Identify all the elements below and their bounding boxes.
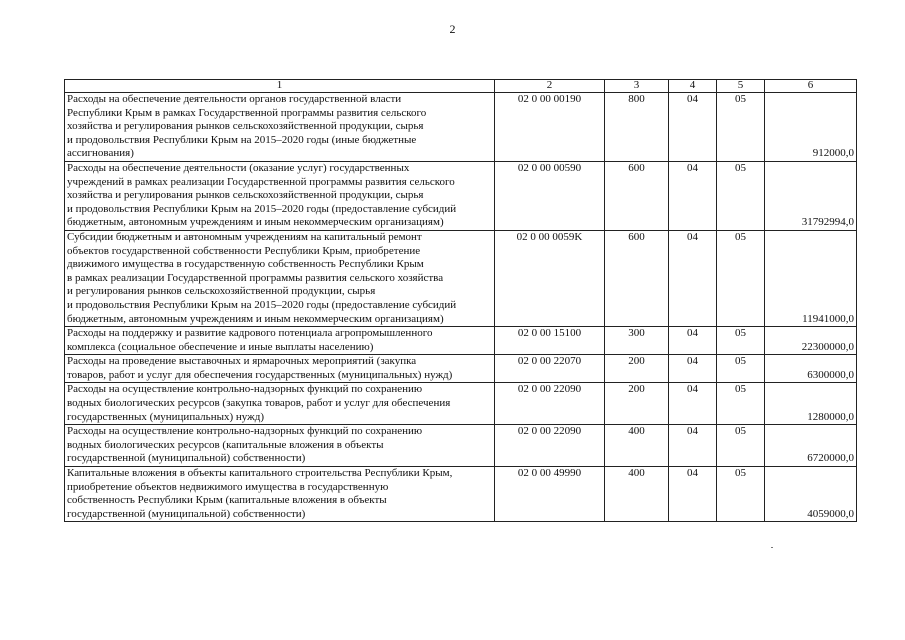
section-code: 04 <box>669 93 717 162</box>
expense-description <box>65 93 495 162</box>
description-line: Расходы на проведение выставочных и ярмарочных мероприятий (закупка <box>67 355 417 368</box>
column-header: 2 <box>495 80 605 93</box>
section-code: 04 <box>669 467 717 522</box>
description-line: комплекса (социальное обеспечение и иные выплаты населению) <box>67 340 374 353</box>
section-code: 04 <box>669 230 717 326</box>
table-row <box>65 467 857 522</box>
expense-type-code: 200 <box>605 383 669 425</box>
expense-type-code: 600 <box>605 230 669 326</box>
description-line: бюджетным, автономным учреждениям и иным некоммерческим организациям) <box>67 216 444 229</box>
description-line: Субсидии бюджетным и автономным учреждениям на капитальный ремонт <box>67 230 422 243</box>
column-header: 5 <box>717 80 765 93</box>
description-line: государственной (муниципальной) собственности) <box>67 507 306 520</box>
description-line: Республики Крым в рамках Государственной программы развития сельского <box>67 106 427 119</box>
subsection-code: 05 <box>717 161 765 230</box>
amount-value: 912000,0 <box>765 93 857 162</box>
column-header: 4 <box>669 80 717 93</box>
subsection-code: 05 <box>717 383 765 425</box>
column-header: 3 <box>605 80 669 93</box>
description-line: хозяйства и регулирования рынков сельскохозяйственной продукции, сырья <box>67 120 424 133</box>
section-code: 04 <box>669 425 717 467</box>
target-article-code: 02 0 00 00590 <box>495 161 605 230</box>
target-article-code: 02 0 00 22090 <box>495 425 605 467</box>
amount-value: 31792994,0 <box>765 161 857 230</box>
expense-description <box>65 230 495 326</box>
description-line: Расходы на осуществление контрольно-надзорных функций по сохранению <box>67 383 423 396</box>
description-line: бюджетным, автономным учреждениям и иным некоммерческим организациям) <box>67 312 444 325</box>
amount-value: 6720000,0 <box>765 425 857 467</box>
table-row <box>65 327 857 355</box>
section-code: 04 <box>669 161 717 230</box>
column-header: 6 <box>765 80 857 93</box>
table-row <box>65 93 857 162</box>
description-line: Капитальные вложения в объекты капитального строительства Республики Крым, <box>67 467 453 480</box>
description-line: товаров, работ и услуг для обеспечения государственных (муниципальных) нужд) <box>67 368 453 381</box>
description-line: и продовольствия Республики Крым на 2015–2020 годы (иные бюджетные <box>67 133 417 146</box>
subsection-code: 05 <box>717 355 765 383</box>
expense-description <box>65 467 495 522</box>
subsection-code: 05 <box>717 327 765 355</box>
section-code: 04 <box>669 383 717 425</box>
budget-table <box>64 79 857 522</box>
expense-description <box>65 425 495 467</box>
expense-description <box>65 327 495 355</box>
target-article-code: 02 0 00 22070 <box>495 355 605 383</box>
section-code: 04 <box>669 327 717 355</box>
target-article-code: 02 0 00 15100 <box>495 327 605 355</box>
subsection-code: 05 <box>717 93 765 162</box>
subsection-code: 05 <box>717 467 765 522</box>
description-line: и продовольствия Республики Крым на 2015–2020 годы (предоставление субсидий <box>67 202 457 215</box>
description-line: Расходы на поддержку и развитие кадрового потенциала агропромышленного <box>67 327 433 340</box>
description-line: государственной (муниципальной) собственности) <box>67 452 306 465</box>
target-article-code: 02 0 00 49990 <box>495 467 605 522</box>
expense-type-code: 800 <box>605 93 669 162</box>
expense-description <box>65 161 495 230</box>
description-line: ассигнования) <box>67 147 134 160</box>
description-line: водных биологических ресурсов (закупка товаров, работ и услуг для обеспечения <box>67 397 451 410</box>
description-line: учреждений в рамках реализации Государственной программы развития сельского <box>67 175 455 188</box>
amount-value: 6300000,0 <box>765 355 857 383</box>
description-line: движимого имущества в государственную собственность Республики Крым <box>67 258 424 271</box>
description-line: приобретение объектов недвижимого имущества в государственную <box>67 480 389 493</box>
description-line: Расходы на обеспечение деятельности (оказание услуг) государственных <box>67 161 410 174</box>
table-row <box>65 355 857 383</box>
table-row <box>65 161 857 230</box>
subsection-code: 05 <box>717 425 765 467</box>
description-line: хозяйства и регулирования рынков сельскохозяйственной продукции, сырья <box>67 189 424 202</box>
scan-speck <box>771 547 773 548</box>
table-row <box>65 425 857 467</box>
table-row <box>65 230 857 326</box>
section-code: 04 <box>669 355 717 383</box>
description-line: объектов государственной собственности Республики Крым, приобретение <box>67 244 421 257</box>
description-line: государственных (муниципальных) нужд) <box>67 410 264 423</box>
target-article-code: 02 0 00 22090 <box>495 383 605 425</box>
target-article-code: 02 0 00 00190 <box>495 93 605 162</box>
expense-type-code: 400 <box>605 467 669 522</box>
description-line: Расходы на осуществление контрольно-надзорных функций по сохранению <box>67 425 423 438</box>
page-number: 2 <box>449 22 456 36</box>
table-row <box>65 383 857 425</box>
description-line: Расходы на обеспечение деятельности органов государственной власти <box>67 93 402 105</box>
description-line: и продовольствия Республики Крым на 2015–2020 годы (предоставление субсидий <box>67 298 457 311</box>
column-header: 1 <box>65 80 495 93</box>
header-row <box>65 80 857 93</box>
description-line: водных биологических ресурсов (капитальные вложения в объекты <box>67 438 384 451</box>
expense-description <box>65 355 495 383</box>
expense-description <box>65 383 495 425</box>
amount-value: 1280000,0 <box>765 383 857 425</box>
description-line: собственность Республики Крым (капитальные вложения в объекты <box>67 494 387 507</box>
description-line: и регулирования рынков сельскохозяйственной продукции, сырья <box>67 285 376 298</box>
expense-type-code: 200 <box>605 355 669 383</box>
amount-value: 4059000,0 <box>765 467 857 522</box>
subsection-code: 05 <box>717 230 765 326</box>
amount-value: 22300000,0 <box>765 327 857 355</box>
target-article-code: 02 0 00 0059K <box>495 230 605 326</box>
expense-type-code: 600 <box>605 161 669 230</box>
amount-value: 11941000,0 <box>765 230 857 326</box>
expense-type-code: 300 <box>605 327 669 355</box>
expense-type-code: 400 <box>605 425 669 467</box>
description-line: в рамках реализации Государственной программы развития сельского хозяйства <box>67 271 444 284</box>
